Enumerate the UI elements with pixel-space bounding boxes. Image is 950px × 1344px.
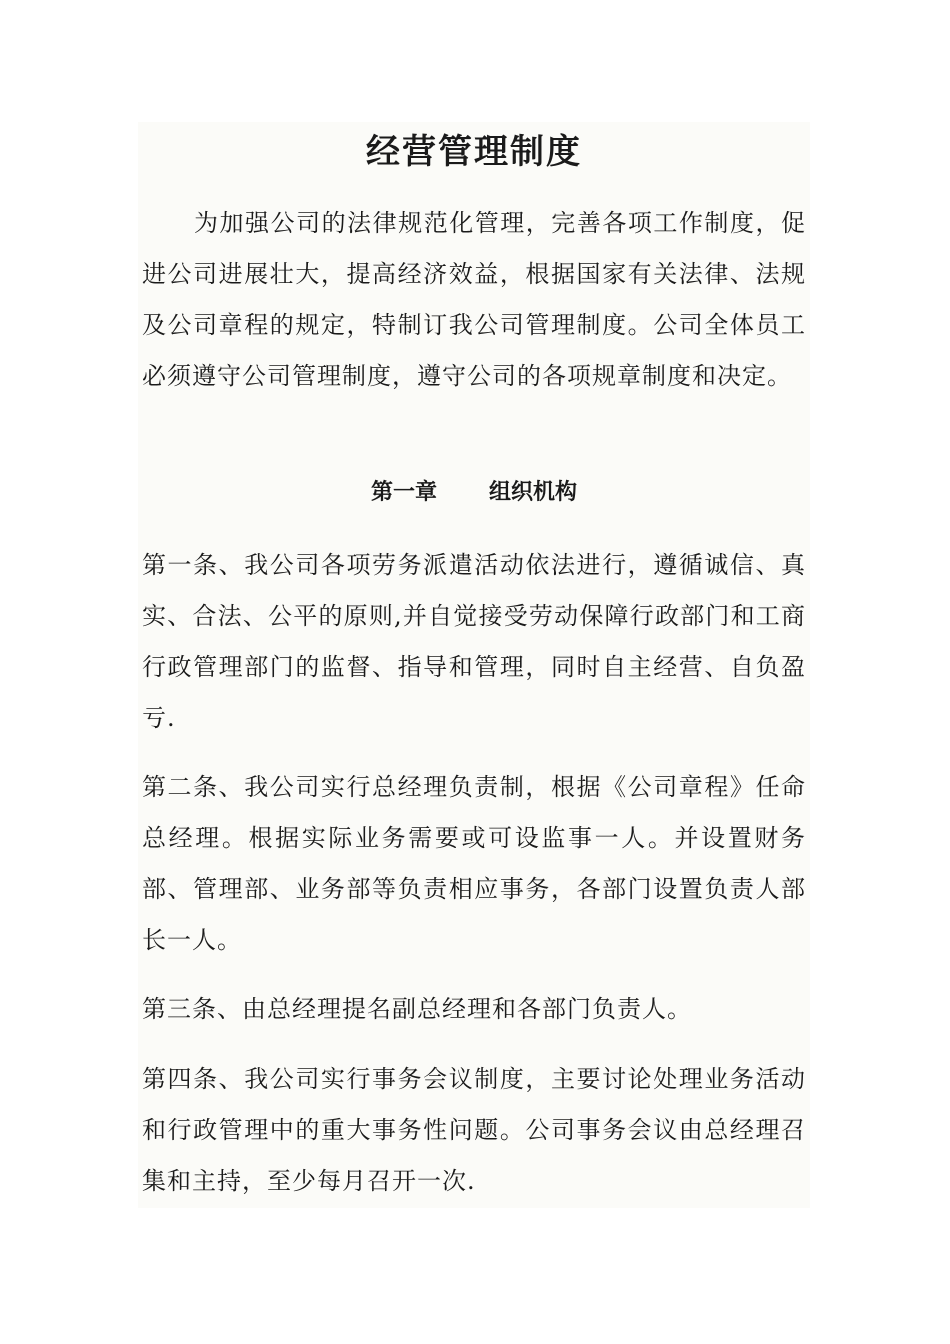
chapter-number: 第一章: [370, 480, 437, 505]
article-2: 第二条、我公司实行总经理负责制，根据《公司章程》任命总经理。根据实际业务需要或可设监事一人。并设置财务部、管理部、业务部等负责相应事务，各部门设置负责人部长一人。: [142, 773, 806, 954]
document-title: 经营管理制度: [366, 132, 582, 172]
article-1: 第一条、我公司各项劳务派遣活动依法进行，遵循诚信、真实、合法、公平的原则,并自觉接受劳动保障行政部门和工商行政管理部门的监督、指导和管理，同时自主经营、自负盈亏.: [142, 551, 806, 732]
document-page: [138, 122, 810, 1208]
chapter-heading: [138, 478, 810, 508]
chapter-name: 组织机构: [489, 480, 578, 505]
article-3: 第三条、由总经理提名副总经理和各部门负责人。: [142, 995, 692, 1023]
intro-paragraph: 为加强公司的法律规范化管理，完善各项工作制度，促进公司进展壮大，提高经济效益，根据国家有关法律、法规及公司章程的规定，特制订我公司管理制度。公司全体员工必须遵守公司管理制度，遵守公司的各项规章制度和决定。: [142, 209, 806, 390]
article-4: 第四条、我公司实行事务会议制度，主要讨论处理业务活动和行政管理中的重大事务性问题。公司事务会议由总经理召集和主持，至少每月召开一次.: [142, 1065, 806, 1195]
